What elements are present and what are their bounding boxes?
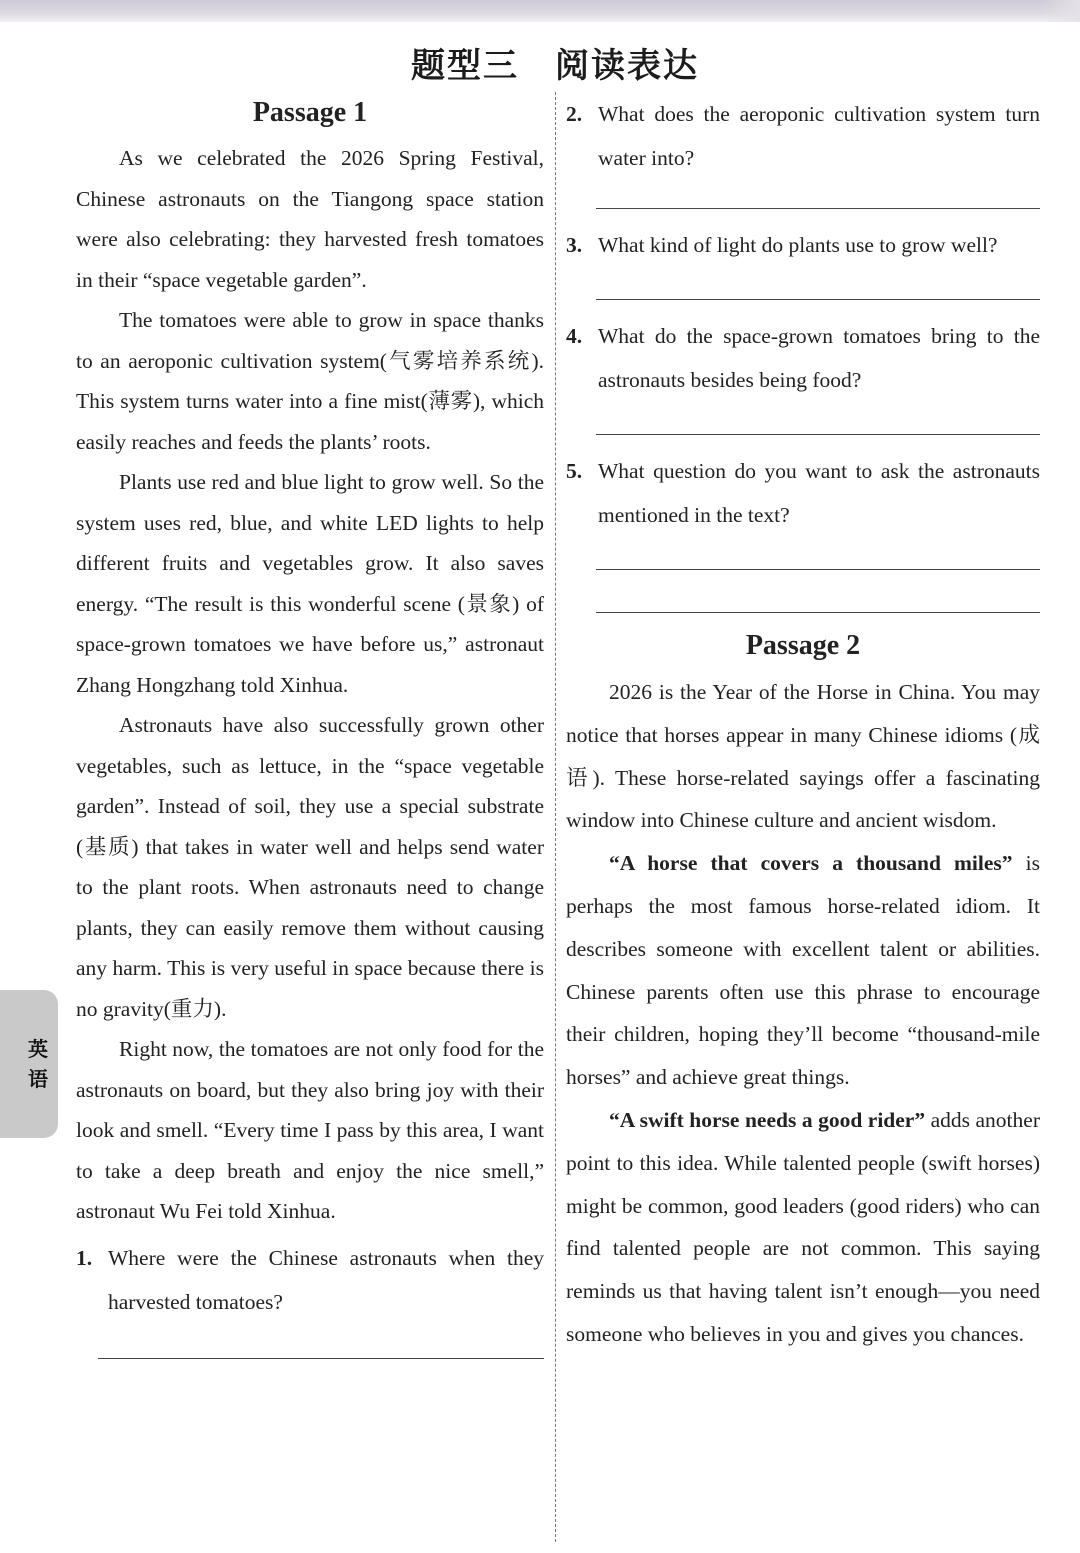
question-number: 1. <box>76 1245 93 1270</box>
question-4 <box>566 314 1040 402</box>
side-tab-char-1: 英 <box>28 1037 48 1061</box>
answer-line-2[interactable] <box>596 208 1040 209</box>
top-scan-band <box>0 0 1080 22</box>
answer-line-1[interactable] <box>98 1358 544 1359</box>
question-5 <box>566 449 1040 537</box>
passage1-paragraph-4: Astronauts have also successfully grown other vegetables, such as lettuce, in the “space vegetable garden”. Instead of soil, they use a special substrate (基质) that takes in water well and helps send water to the plant roots. When astronauts need to change plants, they can easily remove them without causing any harm. This is very useful in space because there is no gravity(重力). <box>76 713 544 1021</box>
question-number: 3. <box>566 233 583 257</box>
answer-line-4[interactable] <box>596 434 1040 435</box>
answer-line-5b[interactable] <box>596 612 1040 613</box>
answer-line-5a[interactable] <box>596 569 1040 570</box>
question-3 <box>566 223 1040 267</box>
passage1-paragraph-1: As we celebrated the 2026 Spring Festival, Chinese astronauts on the Tiangong space station were also celebrating: they harvested fresh tomatoes in their “space vegetable garden”. <box>76 146 544 292</box>
question-text: What do the space-grown tomatoes bring to the astronauts besides being food? <box>598 324 1040 392</box>
passage2-paragraph-2 <box>566 842 1040 1099</box>
side-tab-char-2: 语 <box>28 1067 48 1091</box>
passage2-paragraph-3 <box>566 1099 1040 1356</box>
passage1-paragraph-5: Right now, the tomatoes are not only food for the astronauts on board, but they also bring joy with their look and smell. “Every time I pass by this area, I want to take a deep breath and enjoy the nice smell,” astronaut Wu Fei told Xinhua. <box>76 1037 544 1223</box>
column-divider <box>555 92 556 1542</box>
page-title-part1: 题型三 <box>411 46 519 86</box>
page-title-part2: 阅读表达 <box>555 46 699 86</box>
passage1-paragraph-3: Plants use red and blue light to grow well. So the system uses red, blue, and white LED lights to help different fruits and vegetables grow. It also saves energy. “The result is this wonderful scene (景象) of space-grown tomatoes we have before us,” astronaut Zhang Hongzhang told Xinhua. <box>76 470 544 697</box>
passage2-paragraph-1: 2026 is the Year of the Horse in China. You may notice that horses appear in many Chinese idioms (成语). These horse-related sayings offer a fascinating window into Chinese culture and ancient wisdom. <box>566 680 1040 833</box>
question-text: What does the aeroponic cultivation system turn water into? <box>598 102 1040 170</box>
idiom-thousand-miles: “A horse that covers a thousand miles” <box>609 851 1013 876</box>
corner-mark <box>1040 0 1080 22</box>
question-text: What question do you want to ask the astronauts mentioned in the text? <box>598 459 1040 527</box>
question-number: 2. <box>566 102 583 126</box>
question-1 <box>76 1236 544 1324</box>
question-text: Where were the Chinese astronauts when they harvested tomatoes? <box>108 1245 544 1314</box>
question-number: 5. <box>566 459 583 483</box>
left-column <box>76 92 544 1359</box>
passage2-title: Passage 2 <box>745 630 861 661</box>
question-2 <box>566 92 1040 180</box>
question-text: What kind of light do plants use to grow well? <box>598 233 998 257</box>
question-number: 4. <box>566 324 583 348</box>
right-column <box>566 92 1040 1356</box>
passage1-paragraph-2: The tomatoes were able to grow in space thanks to an aeroponic cultivation system(气雾培养系统). This system turns water into a fine mist(薄雾), which easily reaches and feeds the plants’ roots. <box>76 308 544 454</box>
page-title <box>0 38 1080 87</box>
passage2-paragraph-2-text: is perhaps the most famous horse-related idiom. It describes someone with excellent talent or abilities. Chinese parents often use this phrase to encourage their children, hoping they’ll become “thousand-mile horses” and achieve great things. <box>566 851 1040 1090</box>
passage1-title: Passage 1 <box>252 97 368 128</box>
passage2-paragraph-3-text: adds another point to this idea. While talented people (swift horses) might be common, good leaders (good riders) who can find talented people are not common. This saying reminds us that having talent isn’t enough—you need someone who believes in you and gives you chances. <box>566 1107 1040 1346</box>
subject-side-tab <box>0 990 58 1138</box>
idiom-swift-horse: “A swift horse needs a good rider” <box>609 1107 926 1132</box>
answer-line-3[interactable] <box>596 299 1040 300</box>
